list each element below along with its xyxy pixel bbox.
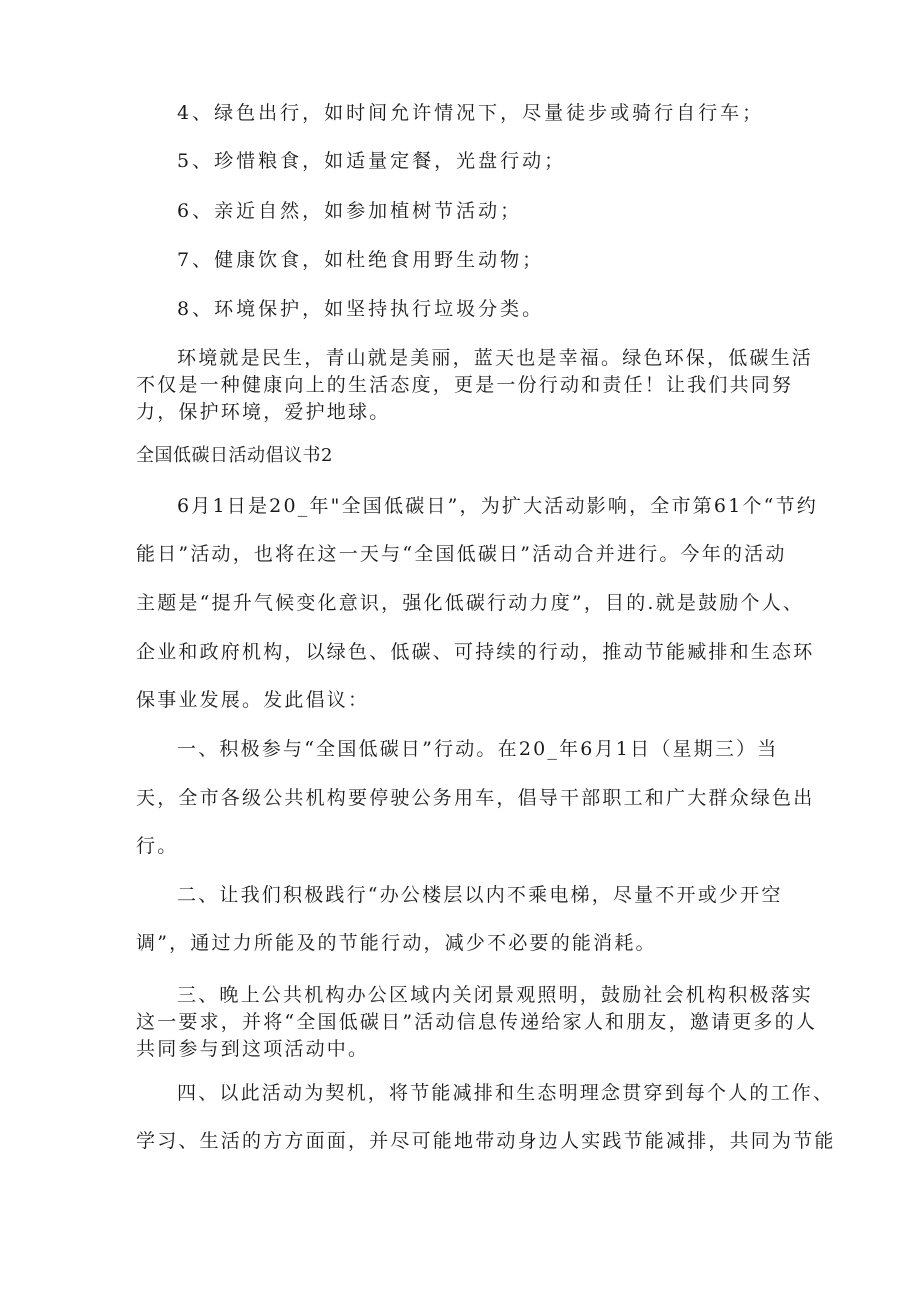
list-item-5: 5、珍惜粮食，如适量定餐，光盘行动；: [177, 150, 567, 172]
point-four-line: 学习、生活的方方面面，并尽可能地带动身边人实践节能减排，共同为节能: [136, 1130, 836, 1152]
intro-paragraph-line: 保事业发展。发此倡议：: [136, 689, 370, 711]
point-two-line: 二、让我们积极践行“办公楼层以内不乘电梯，尽量不开或少开空: [177, 884, 783, 906]
point-one-line: 行。: [136, 835, 179, 857]
section-title: 全国低碳日活动倡议书2: [136, 445, 333, 466]
list-item-4: 4、绿色出行，如时间允许情况下，尽量徒步或骑行自行车；: [177, 102, 765, 124]
list-item-8: 8、环境保护，如坚持执行垃圾分类。: [177, 298, 545, 320]
point-one-line: 天，全市各级公共机构要停驶公务用车，倡导干部职工和广大群众绿色出: [136, 787, 815, 809]
point-four-line: 四、以此活动为契机，将节能减排和生态明理念贯穿到每个人的工作、: [177, 1082, 835, 1104]
point-three-line: 共同参与到这项活动中。: [136, 1038, 370, 1060]
closing-paragraph-line: 力，保护环境，爱护地球。: [136, 401, 391, 423]
point-two-line: 调”，通过力所能及的节能行动，减少不必要的能消耗。: [136, 932, 657, 954]
closing-paragraph-line: 不仅是一种健康向上的生活态度，更是一份行动和责任！让我们共同努: [136, 374, 794, 396]
point-three-line: 三、晚上公共机构办公区域内关闭景观照明，鼓励社会机构积极落实: [177, 984, 814, 1006]
closing-paragraph-line: 环境就是民生，青山就是美丽，蓝天也是幸福。绿色环保，低碳生活: [177, 347, 814, 369]
intro-paragraph-line: 能日”活动，也将在这一天与“全国低碳日”活动合并进行。今年的活动: [136, 543, 787, 565]
intro-paragraph-line: 企业和政府机构，以绿色、低碳、可持续的行动，推动节能臧排和生态环: [136, 641, 815, 663]
point-three-line: 这一要求，并将“全国低碳日”活动信息传递给家人和朋友，邀请更多的人: [136, 1011, 818, 1033]
intro-paragraph-line: 主题是“提升气候变化意识，强化低碳行动力度”，目的.就是鼓励个人、: [136, 592, 805, 614]
list-item-6: 6、亲近自然，如参加植树节活动；: [177, 200, 523, 222]
intro-paragraph-line: 6月1日是20_年"全国低碳日”，为扩大活动影响，全市第61个“节约: [177, 495, 818, 517]
list-item-7: 7、健康饮食，如杜绝食用野生动物；: [177, 249, 545, 271]
point-one-line: 一、积极参与“全国低碳日”行动。在20_年6月1日（星期三）当: [177, 738, 779, 760]
